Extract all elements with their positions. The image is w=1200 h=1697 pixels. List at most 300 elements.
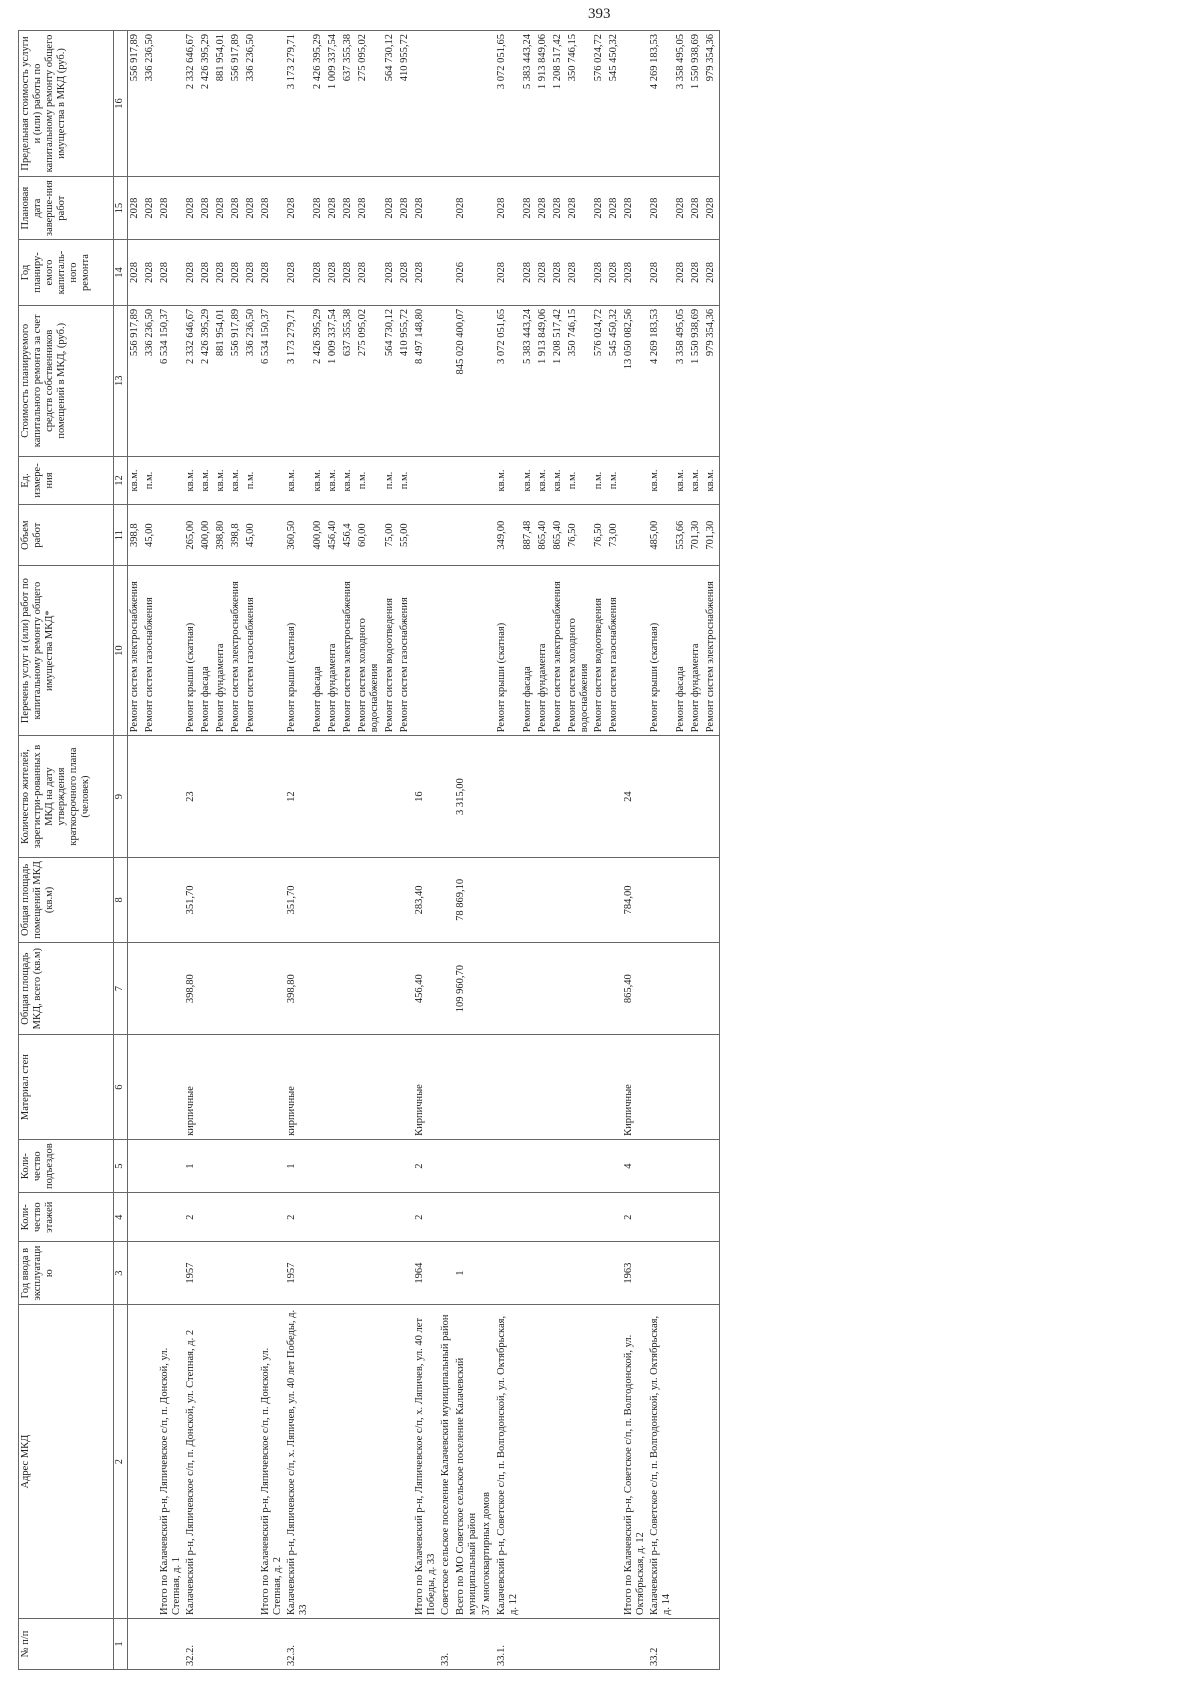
cell-c8	[199, 857, 214, 942]
table-row	[648, 31, 674, 1670]
col-number-14: 14	[114, 240, 128, 306]
cell-c4	[398, 1193, 413, 1242]
cell-c11: 398,80	[214, 505, 229, 566]
page-number: 393	[588, 6, 611, 22]
header-col-1: № п/п	[19, 1618, 114, 1669]
cell-c14: 2028	[622, 240, 648, 306]
cell-c11: 701,30	[704, 505, 720, 566]
cell-c5	[326, 1139, 341, 1192]
cell-c5	[398, 1139, 413, 1192]
cell-c15: 2028	[244, 177, 259, 240]
cell-c2	[229, 1305, 244, 1619]
cell-c9	[521, 736, 536, 858]
cell-c3: 1	[454, 1242, 480, 1305]
cell-c13: 881 954,01	[214, 305, 229, 456]
cell-c9	[311, 736, 326, 858]
cell-c4	[143, 1193, 158, 1242]
cell-c2	[356, 1305, 382, 1619]
cell-c15: 2028	[128, 177, 144, 240]
cell-c11: 456,40	[326, 505, 341, 566]
cell-c4: 2	[622, 1193, 648, 1242]
cell-c4	[439, 1193, 454, 1242]
cell-c3	[158, 1242, 184, 1305]
cell-c15: 2028	[259, 177, 285, 240]
cell-c12	[439, 456, 454, 505]
cell-c2: Итого по Калачевский р-н, Советское с/п, п. Волгодонской, ул. Октябрьская, д. 12	[622, 1305, 648, 1619]
cell-c7: 398,80	[285, 942, 311, 1034]
table-row	[413, 31, 439, 1670]
cell-c7	[674, 942, 689, 1034]
header-row	[19, 31, 114, 1670]
cell-c15: 2028	[592, 177, 607, 240]
cell-c3: 1957	[285, 1242, 311, 1305]
cell-c11	[622, 505, 648, 566]
cell-c14: 2028	[184, 240, 199, 306]
cell-c5	[214, 1139, 229, 1192]
cell-c2	[607, 1305, 622, 1619]
cell-c12	[413, 456, 439, 505]
cell-c1	[229, 1618, 244, 1669]
cell-c1: 32.2.	[184, 1618, 199, 1669]
cell-c16: 556 917,89	[128, 31, 144, 177]
cell-c3: 1957	[184, 1242, 199, 1305]
rotated-sheet	[18, 30, 1168, 1670]
cell-c3	[566, 1242, 592, 1305]
cell-c6	[341, 1035, 356, 1140]
cell-c7	[158, 942, 184, 1034]
cell-c16: 336 236,50	[244, 31, 259, 177]
cell-c1	[158, 1618, 184, 1669]
cell-c16	[454, 31, 480, 177]
cell-c1	[214, 1618, 229, 1669]
cell-c10: Ремонт фундамента	[689, 566, 704, 736]
cell-c9	[607, 736, 622, 858]
cell-c9	[689, 736, 704, 858]
cell-c5	[454, 1139, 480, 1192]
cell-c11	[158, 505, 184, 566]
header-col-2: Адрес МКД	[19, 1305, 114, 1619]
cell-c14: 2028	[158, 240, 184, 306]
cell-c13: 2 332 646,67	[184, 305, 199, 456]
cell-c15: 2028	[566, 177, 592, 240]
cell-c13: 410 955,72	[398, 305, 413, 456]
cell-c7	[398, 942, 413, 1034]
cell-c13: 1 550 938,69	[689, 305, 704, 456]
cell-c3	[648, 1242, 674, 1305]
cell-c2	[398, 1305, 413, 1619]
col-number-15: 15	[114, 177, 128, 240]
cell-c14: 2028	[143, 240, 158, 306]
cell-c7	[311, 942, 326, 1034]
cell-c8: 78 869,10	[454, 857, 480, 942]
cell-c14: 2028	[229, 240, 244, 306]
cell-c7	[244, 942, 259, 1034]
cell-c10	[622, 566, 648, 736]
cell-c4	[480, 1193, 495, 1242]
cell-c11: 400,00	[199, 505, 214, 566]
header-col-11: Объем работ	[19, 505, 114, 566]
table-row	[184, 31, 199, 1670]
cell-c6	[607, 1035, 622, 1140]
cell-c6	[521, 1035, 536, 1140]
cell-c3	[341, 1242, 356, 1305]
cell-c15: 2028	[454, 177, 480, 240]
cell-c8	[439, 857, 454, 942]
cell-c10: Ремонт систем водоотведения	[592, 566, 607, 736]
cell-c9	[356, 736, 382, 858]
col-number-3: 3	[114, 1242, 128, 1305]
cell-c7	[143, 942, 158, 1034]
cell-c5	[128, 1139, 144, 1192]
cell-c12	[622, 456, 648, 505]
cell-c10: Ремонт фасада	[311, 566, 326, 736]
cell-c3	[214, 1242, 229, 1305]
col-number-9: 9	[114, 736, 128, 858]
cell-c12: п.м.	[244, 456, 259, 505]
cell-c6	[592, 1035, 607, 1140]
cell-c14: 2028	[311, 240, 326, 306]
cell-c8	[158, 857, 184, 942]
cell-c3: 1963	[622, 1242, 648, 1305]
cell-c14: 2028	[398, 240, 413, 306]
cell-c14: 2028	[551, 240, 566, 306]
cell-c14: 2026	[454, 240, 480, 306]
col-number-6: 6	[114, 1035, 128, 1140]
cell-c3	[439, 1242, 454, 1305]
cell-c14: 2028	[607, 240, 622, 306]
cell-c3	[704, 1242, 720, 1305]
cell-c4	[326, 1193, 341, 1242]
cell-c15: 2028	[285, 177, 311, 240]
cell-c15: 2028	[214, 177, 229, 240]
cell-c2: 37 многоквартирных домов	[480, 1305, 495, 1619]
header-col-6: Материал стен	[19, 1035, 114, 1140]
cell-c8	[229, 857, 244, 942]
cell-c2	[521, 1305, 536, 1619]
cell-c3	[326, 1242, 341, 1305]
cell-c5	[592, 1139, 607, 1192]
cell-c15: 2028	[674, 177, 689, 240]
cell-c3	[480, 1242, 495, 1305]
cell-c6	[566, 1035, 592, 1140]
table-row	[495, 31, 521, 1670]
cell-c15: 2028	[398, 177, 413, 240]
cell-c5	[551, 1139, 566, 1192]
cell-c11: 45,00	[244, 505, 259, 566]
cell-c11: 73,00	[607, 505, 622, 566]
cell-c11: 398,8	[229, 505, 244, 566]
cell-c5	[439, 1139, 454, 1192]
cell-c1	[259, 1618, 285, 1669]
cell-c14: 2028	[244, 240, 259, 306]
table-row	[536, 31, 551, 1670]
cell-c8	[536, 857, 551, 942]
cell-c15: 2028	[199, 177, 214, 240]
cell-c1	[356, 1618, 382, 1669]
cell-c4	[341, 1193, 356, 1242]
cell-c5	[521, 1139, 536, 1192]
cell-c4	[128, 1193, 144, 1242]
cell-c1	[128, 1618, 144, 1669]
cell-c10: Ремонт крыши (скатная)	[648, 566, 674, 736]
cell-c12	[259, 456, 285, 505]
cell-c15: 2028	[184, 177, 199, 240]
cell-c16: 410 955,72	[398, 31, 413, 177]
cell-c5: 4	[622, 1139, 648, 1192]
cell-c5	[259, 1139, 285, 1192]
cell-c5	[674, 1139, 689, 1192]
cell-c1	[536, 1618, 551, 1669]
cell-c8	[341, 857, 356, 942]
col-number-8: 8	[114, 857, 128, 942]
cell-c1	[622, 1618, 648, 1669]
table-row	[398, 31, 413, 1670]
cell-c9	[128, 736, 144, 858]
cell-c2	[551, 1305, 566, 1619]
cell-c6	[674, 1035, 689, 1140]
cell-c10: Ремонт систем электроснабжения	[551, 566, 566, 736]
cell-c1	[326, 1618, 341, 1669]
cell-c1	[199, 1618, 214, 1669]
cell-c1	[454, 1618, 480, 1669]
cell-c16: 2 426 395,29	[199, 31, 214, 177]
cell-c15: 2028	[158, 177, 184, 240]
cell-c9	[199, 736, 214, 858]
table-row	[551, 31, 566, 1670]
column-number-row	[114, 31, 128, 1670]
cell-c14: 2028	[214, 240, 229, 306]
cell-c2: Калачевский р-н, Советское с/п, п. Волгодонской, ул. Октябрьская, д. 12	[495, 1305, 521, 1619]
cell-c13	[439, 305, 454, 456]
cell-c15: 2028	[521, 177, 536, 240]
cell-c11: 553,66	[674, 505, 689, 566]
table-row	[128, 31, 144, 1670]
cell-c8	[689, 857, 704, 942]
cell-c4	[199, 1193, 214, 1242]
cell-c8	[551, 857, 566, 942]
cell-c16: 3 072 051,65	[495, 31, 521, 177]
cell-c1	[143, 1618, 158, 1669]
cell-c2	[311, 1305, 326, 1619]
cell-c12: кв.м.	[495, 456, 521, 505]
cell-c9	[536, 736, 551, 858]
table-row	[244, 31, 259, 1670]
cell-c1	[704, 1618, 720, 1669]
cell-c3	[143, 1242, 158, 1305]
cell-c3	[607, 1242, 622, 1305]
cell-c10: Ремонт крыши (скатная)	[495, 566, 521, 736]
cell-c2	[689, 1305, 704, 1619]
cell-c3	[128, 1242, 144, 1305]
cell-c10: Ремонт крыши (скатная)	[285, 566, 311, 736]
cell-c6	[398, 1035, 413, 1140]
header-col-16: Предельная стоимость услуги и (или) работы по капитальному ремонту общего имущества в МКД (руб.)	[19, 31, 114, 177]
cell-c9	[495, 736, 521, 858]
cell-c13: 979 354,36	[704, 305, 720, 456]
cell-c7	[536, 942, 551, 1034]
cell-c14: 2028	[383, 240, 398, 306]
cell-c6	[143, 1035, 158, 1140]
cell-c9	[480, 736, 495, 858]
cell-c9	[214, 736, 229, 858]
cell-c9	[439, 736, 454, 858]
cell-c12	[454, 456, 480, 505]
cell-c4	[311, 1193, 326, 1242]
cell-c11	[439, 505, 454, 566]
cell-c11: 55,00	[398, 505, 413, 566]
cell-c6	[648, 1035, 674, 1140]
cell-c9	[592, 736, 607, 858]
cell-c4	[689, 1193, 704, 1242]
cell-c3	[592, 1242, 607, 1305]
cell-c11: 76,50	[592, 505, 607, 566]
cell-c6	[551, 1035, 566, 1140]
cell-c15	[439, 177, 454, 240]
cell-c16: 3 173 279,71	[285, 31, 311, 177]
cell-c16: 979 354,36	[704, 31, 720, 177]
cell-c12: кв.м.	[648, 456, 674, 505]
cell-c1	[480, 1618, 495, 1669]
cell-c12: п.м.	[383, 456, 398, 505]
cell-c13: 1 009 337,54	[326, 305, 341, 456]
cell-c6	[480, 1035, 495, 1140]
cell-c14	[439, 240, 454, 306]
cell-c9: 23	[184, 736, 199, 858]
cell-c12: кв.м.	[311, 456, 326, 505]
cell-c7	[341, 942, 356, 1034]
cell-c1: 32.3.	[285, 1618, 311, 1669]
table-row	[480, 31, 495, 1670]
cell-c13: 1 208 517,42	[551, 305, 566, 456]
cell-c5	[704, 1139, 720, 1192]
cell-c10: Ремонт фасада	[674, 566, 689, 736]
header-col-3: Год ввода в эксплуатацию	[19, 1242, 114, 1305]
cell-c11: 485,00	[648, 505, 674, 566]
cell-c7	[383, 942, 398, 1034]
cell-c4	[383, 1193, 398, 1242]
cell-c6	[311, 1035, 326, 1140]
cell-c3	[674, 1242, 689, 1305]
cell-c2	[244, 1305, 259, 1619]
table-row	[158, 31, 184, 1670]
cell-c2	[704, 1305, 720, 1619]
cell-c2: Итого по Калачевский р-н, Ляпичевское с/п, п. Донской, ул. Степная, д. 1	[158, 1305, 184, 1619]
cell-c11: 75,00	[383, 505, 398, 566]
cell-c8	[356, 857, 382, 942]
cell-c7: 398,80	[184, 942, 199, 1034]
cell-c10	[259, 566, 285, 736]
cell-c13: 3 072 051,65	[495, 305, 521, 456]
cell-c2	[536, 1305, 551, 1619]
cell-c13: 556 917,89	[128, 305, 144, 456]
cell-c16: 275 095,02	[356, 31, 382, 177]
cell-c6: Кирпичные	[413, 1035, 439, 1140]
cell-c3	[311, 1242, 326, 1305]
cell-c9	[259, 736, 285, 858]
cell-c14: 2028	[536, 240, 551, 306]
cell-c9: 16	[413, 736, 439, 858]
cell-c16: 2 332 646,67	[184, 31, 199, 177]
cell-c2: Калачевский р-н, Ляпичевское с/п, х. Ляпичев, ул. 40 лет Победы, д. 33	[285, 1305, 311, 1619]
cell-c13	[480, 305, 495, 456]
cell-c13: 6 534 150,37	[259, 305, 285, 456]
cell-c3	[398, 1242, 413, 1305]
cell-c1	[341, 1618, 356, 1669]
cell-c12: кв.м.	[128, 456, 144, 505]
cell-c14: 2028	[356, 240, 382, 306]
cell-c11	[480, 505, 495, 566]
cell-c4	[356, 1193, 382, 1242]
header-col-14: Год планиру-емого капиталь-ного ремонта	[19, 240, 114, 306]
cell-c10	[480, 566, 495, 736]
cell-c10: Ремонт систем газоснабжения	[244, 566, 259, 736]
cell-c3	[244, 1242, 259, 1305]
cell-c13: 13 050 082,56	[622, 305, 648, 456]
cell-c8	[259, 857, 285, 942]
table-row	[521, 31, 536, 1670]
cell-c3	[356, 1242, 382, 1305]
cell-c16: 336 236,50	[143, 31, 158, 177]
table-row	[214, 31, 229, 1670]
cell-c5	[158, 1139, 184, 1192]
cell-c12: п.м.	[607, 456, 622, 505]
cell-c1	[551, 1618, 566, 1669]
cell-c12: кв.м.	[184, 456, 199, 505]
cell-c14: 2028	[341, 240, 356, 306]
cell-c9	[551, 736, 566, 858]
cell-c5: 1	[184, 1139, 199, 1192]
cell-c11: 60,00	[356, 505, 382, 566]
col-number-2: 2	[114, 1305, 128, 1619]
cell-c8	[704, 857, 720, 942]
cell-c13: 556 917,89	[229, 305, 244, 456]
cell-c3	[199, 1242, 214, 1305]
cell-c15: 2028	[495, 177, 521, 240]
cell-c15: 2028	[648, 177, 674, 240]
cell-c15: 2028	[341, 177, 356, 240]
cell-c16: 556 917,89	[229, 31, 244, 177]
header-col-7: Общая площадь МКД, всего (кв.м)	[19, 942, 114, 1034]
header-col-10: Перечень услуг и (или) работ по капитальному ремонту общего имущества МКД*	[19, 566, 114, 736]
cell-c11: 865,40	[536, 505, 551, 566]
cell-c1: 33.	[439, 1618, 454, 1669]
cell-c8	[566, 857, 592, 942]
cell-c10: Ремонт фундамента	[214, 566, 229, 736]
cell-c6	[199, 1035, 214, 1140]
cell-c12: п.м.	[143, 456, 158, 505]
capital-repair-table	[18, 30, 720, 1670]
cell-c6	[128, 1035, 144, 1140]
cell-c7	[259, 942, 285, 1034]
cell-c11: 865,40	[551, 505, 566, 566]
cell-c11: 887,48	[521, 505, 536, 566]
cell-c16	[480, 31, 495, 177]
cell-c12: кв.м.	[199, 456, 214, 505]
cell-c12: кв.м.	[214, 456, 229, 505]
header-col-12: Ед. измере-ния	[19, 456, 114, 505]
cell-c3	[229, 1242, 244, 1305]
cell-c6	[495, 1035, 521, 1140]
header-col-13: Стоимость планируемого капитального ремонта за счет средств собственников помещений в МКД, (руб.)	[19, 305, 114, 456]
col-number-1: 1	[114, 1618, 128, 1669]
cell-c9	[398, 736, 413, 858]
cell-c10: Ремонт систем электроснабжения	[341, 566, 356, 736]
table-row	[439, 31, 454, 1670]
col-number-10: 10	[114, 566, 128, 736]
cell-c5	[607, 1139, 622, 1192]
cell-c11	[259, 505, 285, 566]
table-row	[607, 31, 622, 1670]
